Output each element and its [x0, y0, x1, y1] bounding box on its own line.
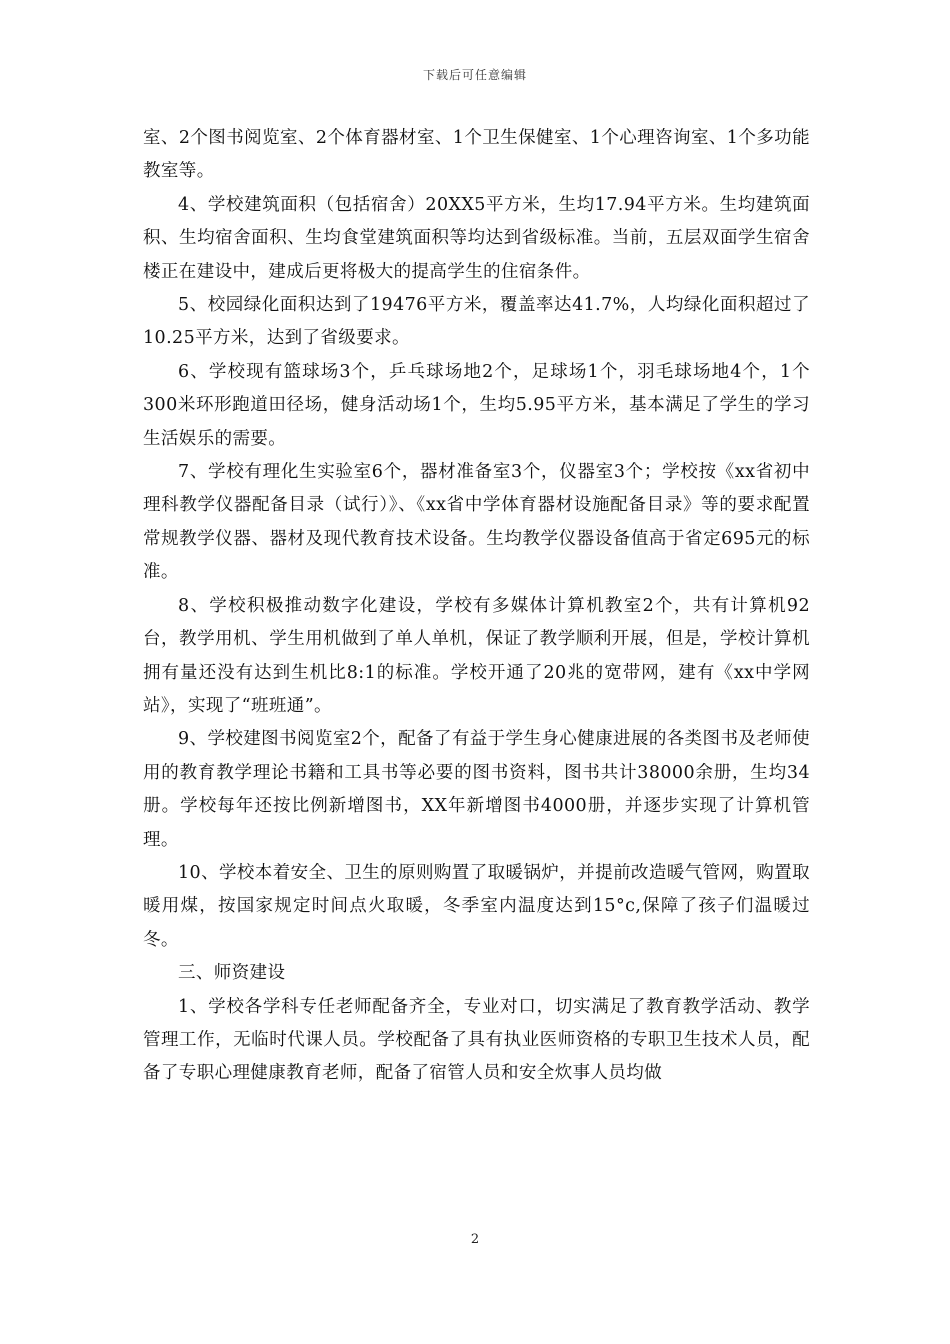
paragraph-item-5: 5、校园绿化面积达到了19476平方米，覆盖率达41.7%，人均绿化面积超过了10.25平方米，达到了省级要求。 [143, 295, 810, 349]
section-heading: 三、师资建设 [178, 963, 286, 984]
page-number: 2 [470, 1232, 480, 1247]
paragraph-item-6: 6、学校现有篮球场3个，乒乓球场地2个，足球场1个，羽毛球场地4个，1个300米环形跑道田径场，健身活动场1个，生均5.95平方米，基本满足了学生的学习生活娱乐的需要。 [143, 361, 810, 449]
document-body [143, 122, 810, 1091]
page-header: 下载后可任意编辑 [422, 68, 527, 82]
paragraph-continuation: 室、2个图书阅览室、2个体育器材室、1个卫生保健室、1个心理咨询室、1个多功能教室等。 [143, 128, 810, 182]
paragraph-item-9: 9、学校建图书阅览室2个，配备了有益于学生身心健康进展的各类图书及老师使用的教育教学理论书籍和工具书等必要的图书资料，图书共计38000余册，生均34册。学校每年还按比例新增图书，XX年新增图书4000册，并逐步实现了计算机管理。 [143, 729, 810, 850]
paragraph-item-4: 4、学校建筑面积（包括宿舍）20XX5平方米，生均17.94平方米。生均建筑面积、生均宿舍面积、生均食堂建筑面积等均达到省级标准。当前，五层双面学生宿舍楼正在建设中，建成后更将极大的提高学生的住宿条件。 [143, 194, 810, 282]
paragraph-item-8: 8、学校积极推动数字化建设，学校有多媒体计算机教室2个，共有计算机92台，教学用机、学生用机做到了单人单机，保证了教学顺利开展，但是，学校计算机拥有量还没有达到生机比8:1的标准。学校开通了20兆的宽带网，建有《xx中学网站》，实现了“班班通”。 [143, 595, 810, 716]
paragraph-section3-item-1: 1、学校各学科专任老师配备齐全，专业对口，切实满足了教育教学活动、教学管理工作，无临时代课人员。学校配备了具有执业医师资格的专职卫生技术人员，配备了专职心理健康教育老师，配备了宿管人员和安全炊事人员均做 [143, 996, 810, 1084]
paragraph-item-7: 7、学校有理化生实验室6个，器材准备室3个，仪器室3个；学校按《xx省初中理科教学仪器配备目录（试行）》、《xx省中学体育器材设施配备目录》等的要求配置常规教学仪器、器材及现代教育技术设备。生均教学仪器设备值高于省定695元的标准。 [143, 462, 810, 583]
paragraph-item-10: 10、学校本着安全、卫生的原则购置了取暖锅炉，并提前改造暖气管网，购置取暖用煤，按国家规定时间点火取暖，冬季室内温度达到15°c,保障了孩子们温暖过冬。 [143, 862, 810, 950]
